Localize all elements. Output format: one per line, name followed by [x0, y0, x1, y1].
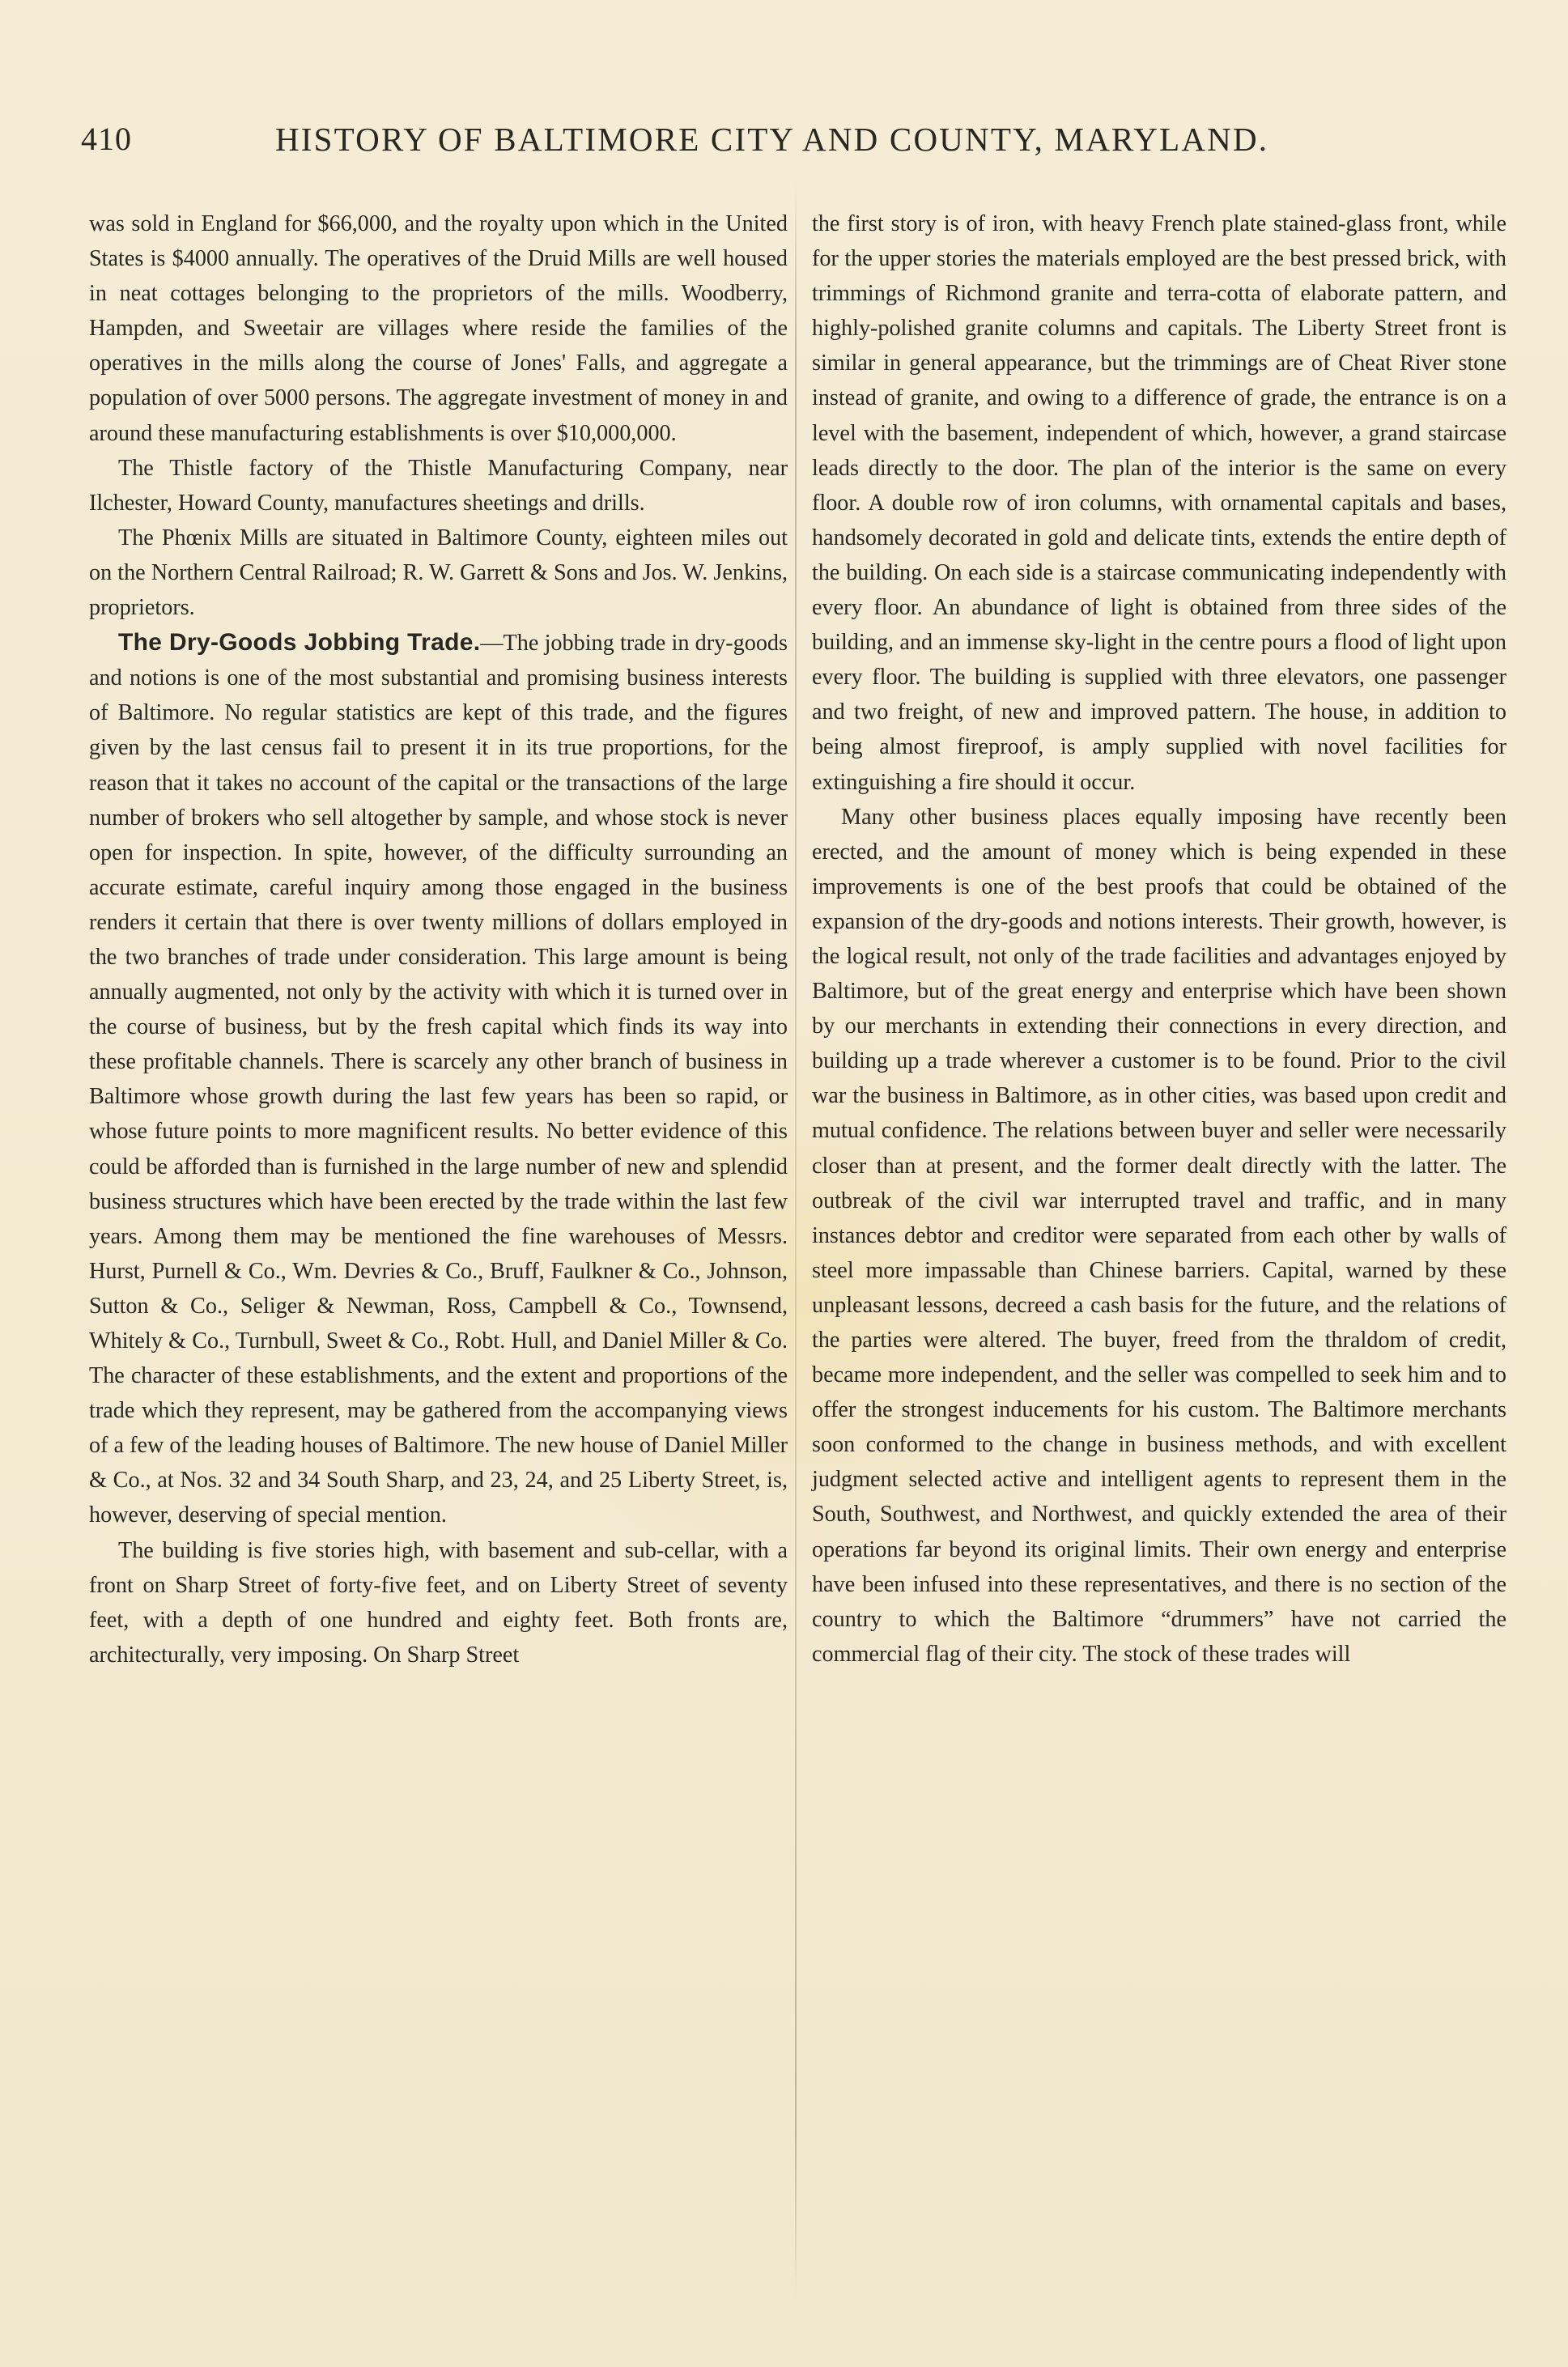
right-column: [812, 206, 1506, 1672]
section-heading: The Dry-Goods Jobbing Trade.: [118, 629, 481, 657]
paragraph: The building is five stories high, with basement and sub-cellar, with a front on Sharp Street of forty-five feet, and on Liberty Street of seventy feet, with a depth of one hundred and eighty feet. Both fronts are, architecturally, very imposing. On Sharp Street: [89, 1537, 788, 1668]
paragraph: The Thistle factory of the Thistle Manufacturing Company, near Ilchester, Howard County, manufactures sheetings and drills.: [89, 455, 788, 516]
paragraph: [89, 625, 788, 1532]
paragraph: the first story is of iron, with heavy French plate stained-glass front, while for the upper stories the materials employed are the best pressed brick, with trimmings of Richmond granite and terra-cotta of elaborate pattern, and highly-polished granite columns and capitals. The Liberty Street front is similar in general appearance, but the trimmings are of Cheat River stone instead of granite, and owing to a difference of grade, the entrance is on a level with the basement, independent of which, however, a grand staircase leads directly to the door. The plan of the interior is the same on every floor. A double row of iron columns, with ornamental capitals and bases, handsomely decorated in gold and delicate tints, extends the entire depth of the building. On each side is a staircase communicating independently with every floor. An abundance of light is obtained from three sides of the building, and an immense sky-light in the centre pours a flood of light upon every floor. The building is supplied with three elevators, one passenger and two freight, of new and improved pattern. The house, in addition to being almost fireproof, is amply supplied with novel facilities for extinguishing a fire should it occur.: [812, 211, 1506, 795]
paragraph: Many other business places equally imposing have recently been erected, and the amount of money which is being expended in these improvements is one of the best proofs that could be obtained of the expansion of the dry-goods and notions interests. Their growth, however, is the logical result, not only of the trade facilities and advantages enjoyed by Baltimore, but of the great energy and enterprise which have been shown by our merchants in extending their connections in every direction, and building up a trade wherever a customer is to be found. Prior to the civil war the business in Baltimore, as in other cities, was based upon credit and mutual confidence. The relations between buyer and seller were necessarily closer than at present, and the former dealt directly with the latter. The outbreak of the civil war interrupted travel and traffic, and in many instances debtor and creditor were separated from each other by walls of steel more impassable than Chinese barriers. Capital, warned by these unpleasant lessons, decreed a cash basis for the future, and the relations of the parties were altered. The buyer, freed from the thraldom of credit, became more independent, and the seller was compelled to seek him and to offer the strongest inducements for his custom. The Baltimore merchants soon conformed to the change in business methods, and with excellent judgment selected active and intelligent agents to represent them in the South, Southwest, and Northwest, and quickly extended the area of their operations far beyond its original limits. Their own energy and enterprise have been infused into these representatives, and there is no section of the country to which the Baltimore “drummers” have not carried the commercial flag of their city. The stock of these trades will: [812, 804, 1506, 1667]
column-divider: [795, 178, 797, 2299]
page-header: [81, 120, 1522, 168]
paragraph: was sold in England for $66,000, and the royalty upon which in the United States is $4000 annually. The operatives of the Druid Mills are well housed in neat cottages belonging to the proprietors of the mills. Woodberry, Hampden, and Sweetair are villages where reside the families of the operatives in the mills along the course of Jones' Falls, and aggregate a population of over 5000 persons. The aggregate investment of money in and around these manufacturing establishments is over $10,000,000.: [89, 211, 788, 446]
running-title: HISTORY OF BALTIMORE CITY AND COUNTY, MARYLAND.: [275, 121, 1269, 158]
page-number: 410: [81, 121, 132, 157]
paragraph: The Phœnix Mills are situated in Baltimore County, eighteen miles out on the Northern Central Railroad; R. W. Garrett & Sons and Jos. W. Jenkins, proprietors.: [89, 525, 788, 621]
paragraph-text: —The jobbing trade in dry-goods and notions is one of the most substantial and promising business interests of Baltimore. No regular statistics are kept of this trade, and the figures given by the last census fail to present it in its true proportions, for the reason that it takes no account of the capital or the transactions of the large number of brokers who sell altogether by sample, and whose stock is never open for inspection. In spite, however, of the difficulty surrounding an accurate estimate, careful inquiry among those engaged in the business renders it certain that there is over twenty millions of dollars employed in the two branches of trade under consideration. This large amount is being annually augmented, not only by the activity with which it is turned over in the course of business, but by the fresh capital which finds its way into these profitable channels. There is scarcely any other branch of business in Baltimore whose growth during the last few years has been so rapid, or whose future points to more magnificent results. No better evidence of this could be afforded than is furnished in the large number of new and splendid business structures which have been erected by the trade within the last few years. Among them may be mentioned the fine warehouses of Messrs. Hurst, Purnell & Co., Wm. Devries & Co., Bruff, Faulkner & Co., Johnson, Sutton & Co., Seliger & Newman, Ross, Campbell & Co., Townsend, Whitely & Co., Turnbull, Sweet & Co., Robt. Hull, and Daniel Miller & Co. The character of these establishments, and the extent and proportions of the trade which they represent, may be gathered from the accompanying views of a few of the leading houses of Baltimore. The new house of Daniel Miller & Co., at Nos. 32 and 34 South Sharp, and 23, 24, and 25 Liberty Street, is, however, deserving of special mention.: [89, 631, 788, 1528]
left-column: [89, 206, 788, 1672]
